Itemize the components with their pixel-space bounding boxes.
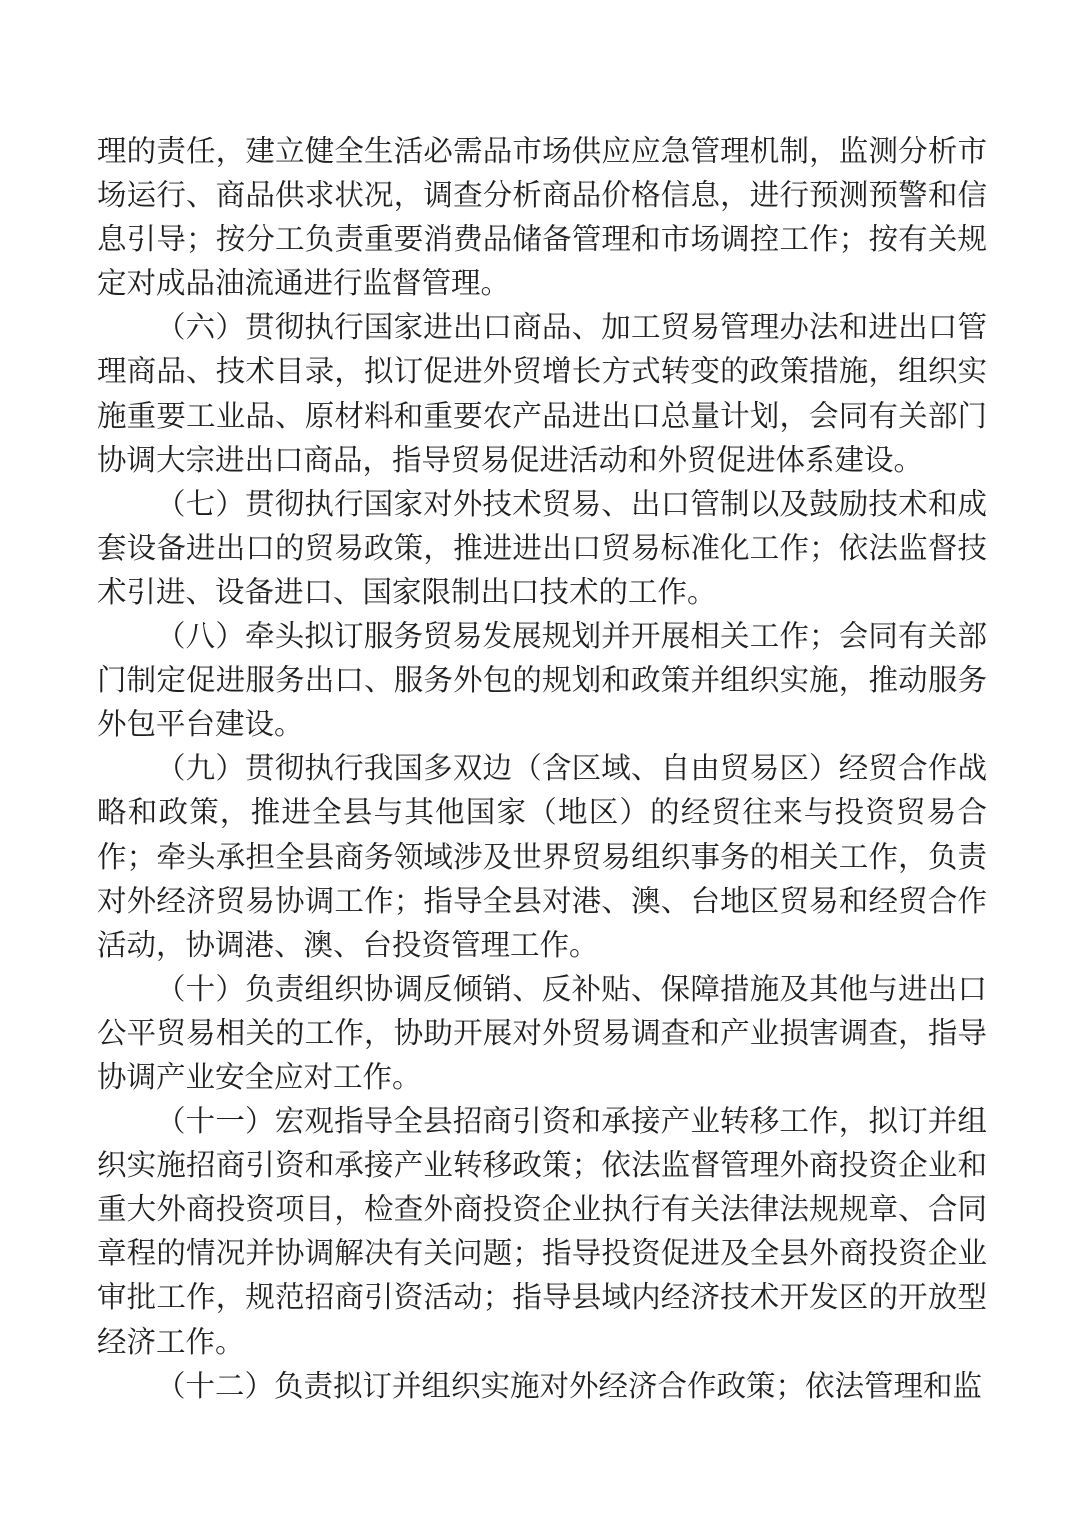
paragraph-item-11: （十一）宏观指导全县招商引资和承接产业转移工作，拟订并组织实施招商引资和承接产业转移政策；依法监督管理外商投资企业和重大外商投资项目，检查外商投资企业执行有关法律法规规章、合同章程的情况并协调解决有关问题；指导投资促进及全县外商投资企业审批工作，规范招商引资活动；指导县域内经济技术开发区的开放型经济工作。 [97,1106,987,1359]
paragraph-item-10: （十）负责组织协调反倾销、反补贴、保障措施及其他与进出口公平贸易相关的工作，协助开展对外贸易调查和产业损害调查，指导协调产业安全应对工作。 [97,973,987,1094]
paragraph-item-7: （七）贯彻执行国家对外技术贸易、出口管制以及鼓励技术和成套设备进出口的贸易政策，推进进出口贸易标准化工作；依法监督技术引进、设备进口、国家限制出口技术的工作。 [97,488,987,609]
paragraph-item-9: （九）贯彻执行我国多双边（含区域、自由贸易区）经贸合作战略和政策，推进全县与其他国家（地区）的经贸往来与投资贸易合作；牵头承担全县商务领域涉及世界贸易组织事务的相关工作，负责对外经济贸易协调工作；指导全县对港、澳、台地区贸易和经贸合作活动，协调港、澳、台投资管理工作。 [97,753,987,962]
document-body [97,130,987,1409]
paragraph-item-6: （六）贯彻执行国家进出口商品、加工贸易管理办法和进出口管理商品、技术目录，拟订促进外贸增长方式转变的政策措施，组织实施重要工业品、原材料和重要农产品进出口总量计划，会同有关部门协调大宗进出口商品，指导贸易促进活动和外贸促进体系建设。 [97,312,987,477]
paragraph-continuation-top: 理的责任，建立健全生活必需品市场供应应急管理机制，监测分析市场运行、商品供求状况，调查分析商品价格信息，进行预测预警和信息引导；按分工负责重要消费品储备管理和市场调控工作；按有关规定对成品油流通进行监督管理。 [97,136,987,301]
paragraph-item-8: （八）牵头拟订服务贸易发展规划并开展相关工作；会同有关部门制定促进服务出口、服务外包的规划和政策并组织实施，推动服务外包平台建设。 [97,621,987,742]
paragraph-item-12: （十二）负责拟订并组织实施对外经济合作政策；依法管理和监 [156,1370,983,1403]
